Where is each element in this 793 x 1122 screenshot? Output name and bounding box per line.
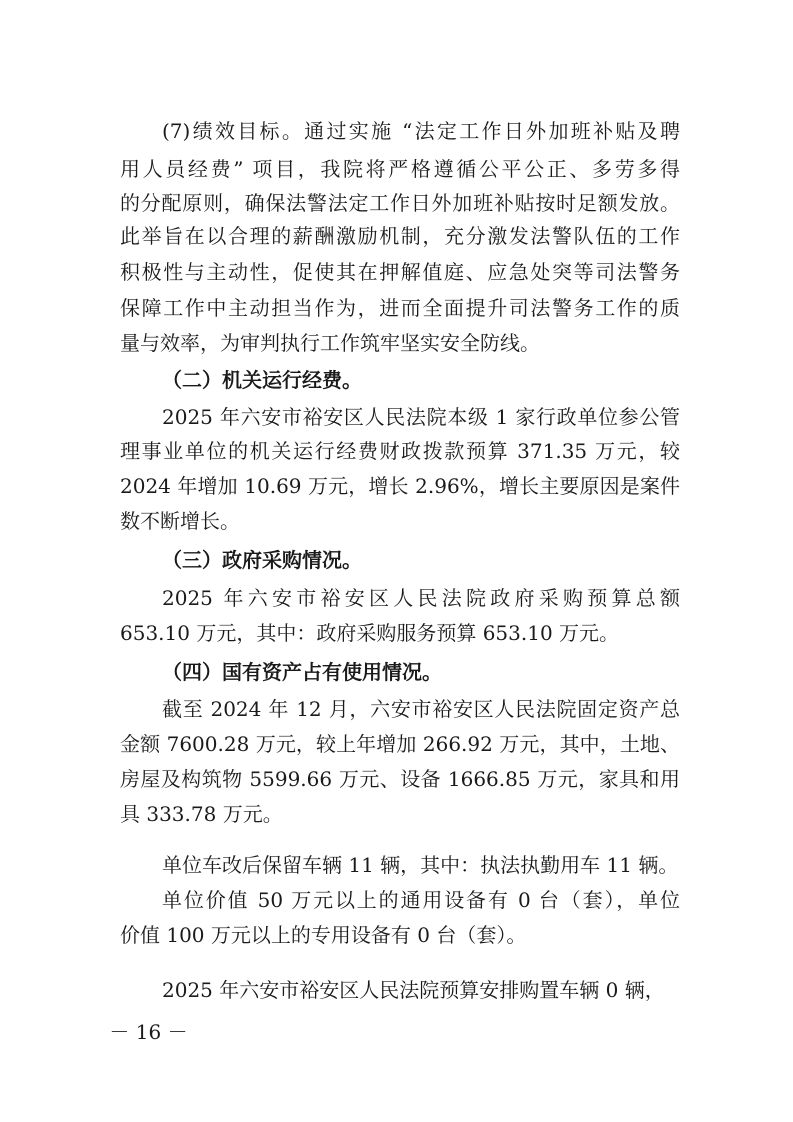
paragraph-line: 653.10 万元，其中：政府采购服务预算 653.10 万元。 — [120, 621, 620, 645]
paragraph-line: 的分配原则，确保法警法定工作日外加班补贴按时足额发放。 — [120, 191, 680, 215]
paragraph-line: 房屋及构筑物 5599.66 万元、设备 1666.85 万元，家具和用 — [120, 767, 680, 791]
paragraph-line: 2025 年六安市裕安区人民法院政府采购预算总额 — [162, 586, 680, 610]
paragraph-line: 用人员经费” 项目，我院将严格遵循公平公正、多劳多得 — [120, 157, 680, 181]
paragraph-line: 2025 年六安市裕安区人民法院本级 1 家行政单位参公管 — [162, 405, 680, 429]
paragraph-line: 理事业单位的机关运行经费财政拨款预算 371.35 万元，较 — [120, 439, 680, 463]
paragraph-line: 量与效率，为审判执行工作筑牢坚实安全防线。 — [120, 331, 540, 355]
paragraph-line: 数不断增长。 — [120, 509, 240, 533]
paragraph-line: 2024 年增加 10.69 万元，增长 2.96%，增长主要原因是案件 — [120, 474, 680, 498]
section-heading: （三）政府采购情况。 — [162, 548, 362, 572]
paragraph-line: 单位车改后保留车辆 11 辆，其中：执法执勤用车 11 辆。 — [162, 853, 679, 877]
paragraph-line: 保障工作中主动担当作为，进而全面提升司法警务工作的质 — [120, 296, 680, 320]
paragraph-line: (7)绩效目标。通过实施 “法定工作日外加班补贴及聘 — [162, 119, 680, 143]
paragraph-line: 积极性与主动性，促使其在押解值庭、应急处突等司法警务 — [120, 260, 680, 284]
page-number: － 16 － — [109, 1020, 188, 1044]
paragraph-line: 单位价值 50 万元以上的通用设备有 0 台（套），单位 — [162, 888, 680, 912]
paragraph-line: 截至 2024 年 12 月，六安市裕安区人民法院固定资产总 — [162, 697, 680, 721]
paragraph-line: 2025 年六安市裕安区人民法院预算安排购置车辆 0 辆， — [162, 978, 665, 1002]
section-heading: （二）机关运行经费。 — [162, 368, 362, 392]
paragraph-line: 金额 7600.28 万元，较上年增加 266.92 万元，其中，土地、 — [120, 732, 680, 756]
paragraph-line: 具 333.78 万元。 — [120, 802, 283, 826]
paragraph-line: 此举旨在以合理的薪酬激励机制，充分激发法警队伍的工作 — [120, 224, 680, 248]
section-heading: （四）国有资产占有使用情况。 — [162, 660, 442, 684]
paragraph-line: 价值 100 万元以上的专用设备有 0 台（套）。 — [120, 923, 527, 947]
